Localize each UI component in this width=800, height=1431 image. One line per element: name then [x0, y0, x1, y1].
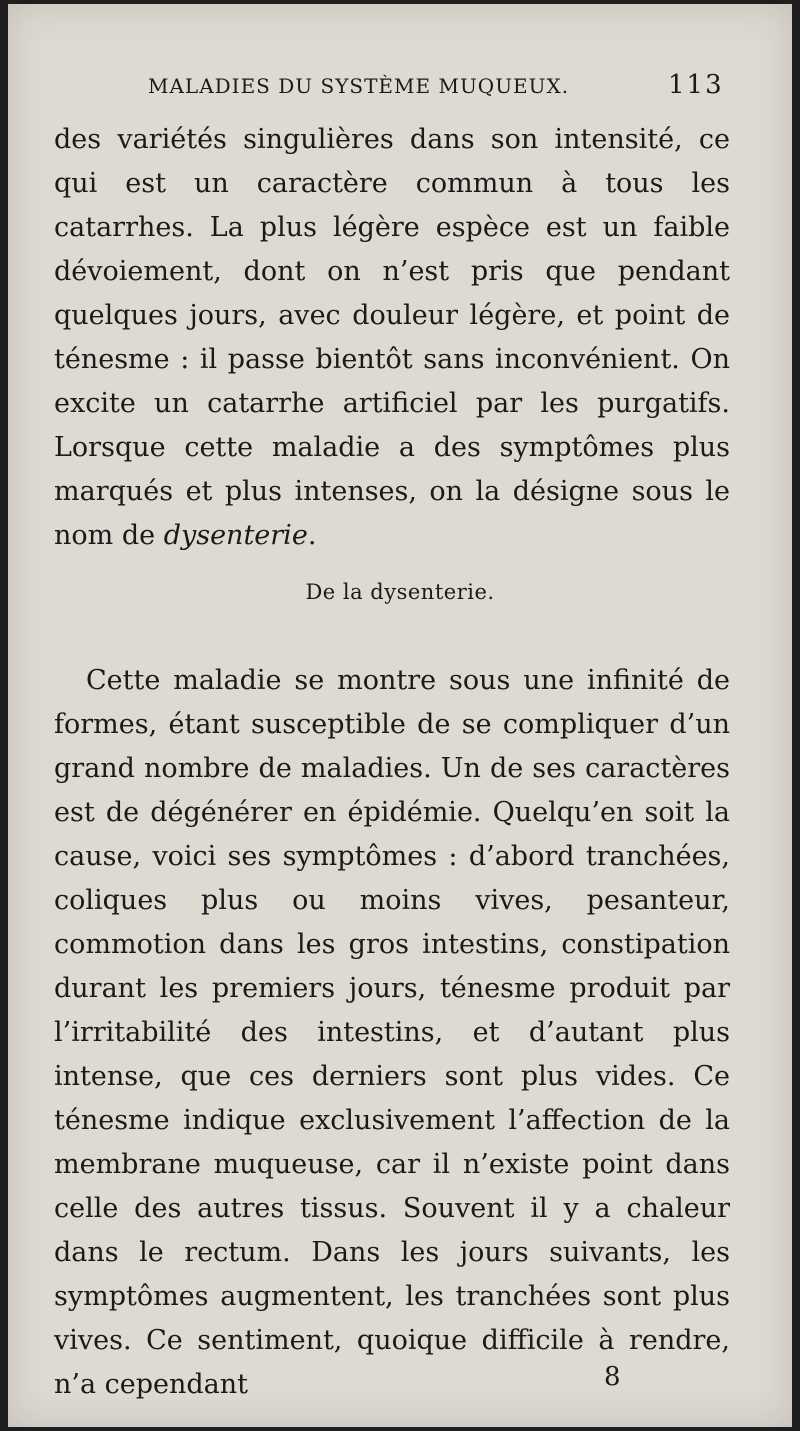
paragraph-catarrh	[54, 118, 730, 558]
running-title: MALADIES DU SYSTÈME MUQUEUX.	[148, 74, 570, 98]
section-heading: De la dysenterie.	[305, 580, 495, 604]
paragraph-catarrh-end: .	[307, 520, 317, 551]
paragraph-dysentery: Cette maladie se montre sous une infinité de formes, étant susceptible de se compliquer d’un grand nombre de maladies. Un de ses caractères est de dégénérer en épidémie. Quelqu’en soit la cause, voici ses symptômes : d’abord tranchées, coliques plus ou moins vives, pesanteur, commotion dans les gros intestins, constipation durant les premiers jours, ténesme produit par l’irritabilité des intestins, et d’autant plus intense, que ces derniers sont plus vides. Ce ténesme indique exclusivement l’affection de la membrane muqueuse, car il n’existe point dans celle des autres tissus. Souvent il y a chaleur dans le rectum. Dans les jours suivants, les symptômes augmentent, les tranchées sont plus vives. Ce sentiment, quoique difficile à rendre, n’a cependant	[54, 665, 730, 1400]
page-header	[8, 66, 792, 106]
emphasis-dysenterie: dysenterie	[163, 520, 308, 551]
signature-mark: 8	[604, 1362, 621, 1392]
paragraph-catarrh-text: des variétés singulières dans son intensité, ce qui est un caractère commun à tous les catarrhes. La plus légère espèce est un faible dévoiement, dont on n’est pris que pendant quelques jours, avec douleur légère, et point de ténesme : il passe bientôt sans inconvénient. On excite un catarrhe artificiel par les purgatifs. Lorsque cette maladie a des symptômes plus marqués et plus intenses, on la désigne sous le nom de	[54, 124, 730, 551]
book-page	[8, 4, 792, 1427]
page-number: 113	[668, 70, 724, 100]
